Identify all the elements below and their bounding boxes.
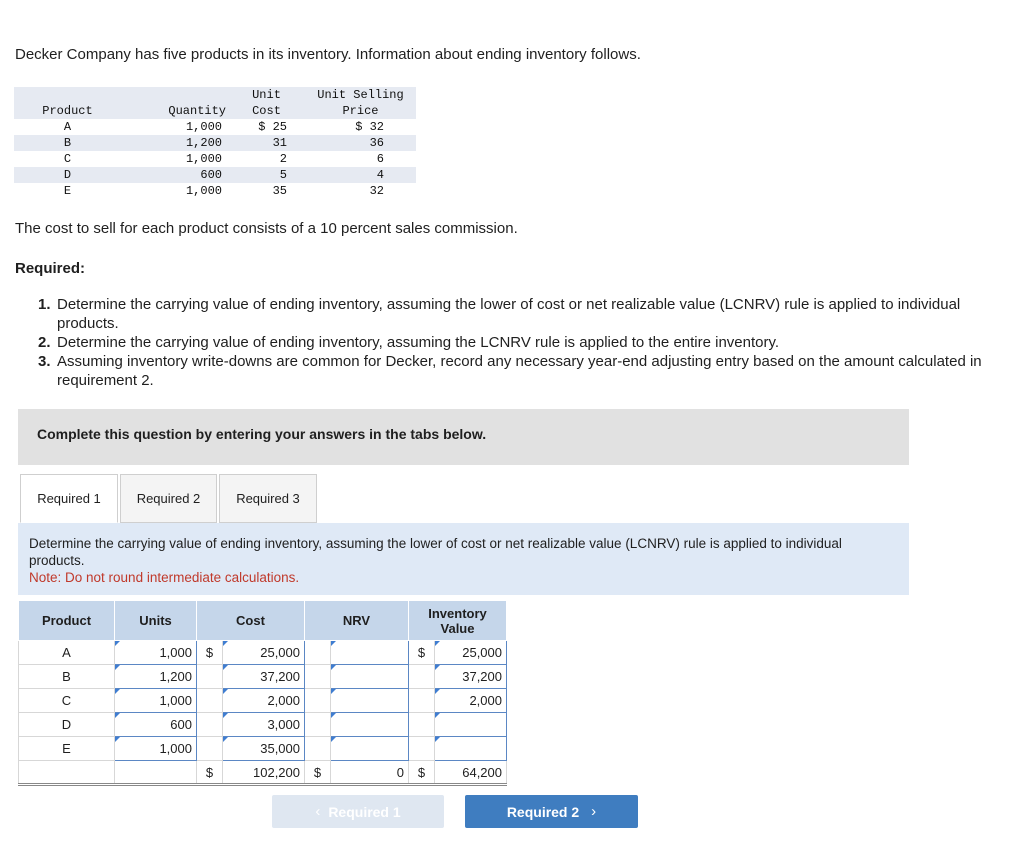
requirement-text: Assuming inventory write-downs are common for Decker, record any necessary year-end adjusting entry based on the amount calculated in requirement 2. — [57, 353, 982, 389]
cell-quantity: 1,200 — [121, 135, 228, 151]
cell-unit-price: 32 — [305, 183, 416, 199]
col-units: Units — [115, 601, 197, 641]
answer-grid — [18, 600, 507, 786]
cell-quantity: 1,000 — [121, 151, 228, 167]
nrv-dollar-sign — [305, 713, 331, 737]
col-unit-cost — [228, 87, 305, 119]
table-row — [19, 737, 507, 761]
col-unit-price-line2: Price — [342, 104, 379, 118]
table-row — [19, 713, 507, 737]
cell-unit-price: 4 — [305, 167, 416, 183]
units-input[interactable]: 1,200 — [115, 665, 197, 689]
col-iv-line2: Value — [440, 620, 475, 636]
inventory-value-input[interactable] — [435, 737, 507, 761]
instruction-panel — [18, 523, 909, 595]
cost-dollar-sign — [197, 713, 223, 737]
cell-unit-price: 6 — [305, 151, 416, 167]
nrv-input[interactable] — [331, 641, 409, 665]
units-input[interactable]: 1,000 — [115, 737, 197, 761]
cell-unit-cost: 2 — [228, 151, 305, 167]
table-row — [19, 665, 507, 689]
cell-unit-cost: $ 25 — [228, 119, 305, 135]
col-inventory-value — [409, 601, 507, 641]
inventory-value-input[interactable]: 2,000 — [435, 689, 507, 713]
total-nrv: 0 — [331, 761, 409, 785]
cost-dollar-sign — [197, 689, 223, 713]
total-inventory-value: 64,200 — [435, 761, 507, 785]
cost-input[interactable]: 37,200 — [223, 665, 305, 689]
requirement-2 — [38, 333, 988, 352]
cell-product: A — [19, 641, 115, 665]
table-row — [14, 135, 416, 151]
col-cost: Cost — [197, 601, 305, 641]
requirement-3 — [38, 352, 988, 390]
cost-dollar-sign — [197, 665, 223, 689]
table-row — [14, 167, 416, 183]
units-input[interactable]: 600 — [115, 713, 197, 737]
nrv-dollar-sign — [305, 665, 331, 689]
cell-quantity: 1,000 — [121, 183, 228, 199]
col-unit-cost-line2: Cost — [252, 104, 281, 118]
cell-product: C — [14, 151, 121, 167]
cell-quantity: 1,000 — [121, 119, 228, 135]
units-input[interactable]: 1,000 — [115, 689, 197, 713]
nrv-input[interactable] — [331, 665, 409, 689]
cost-to-sell-note: The cost to sell for each product consists of a 10 percent sales commission. — [15, 220, 518, 237]
cell-product: D — [19, 713, 115, 737]
iv-dollar-sign — [409, 689, 435, 713]
total-cost-dollar-sign: $ — [197, 761, 223, 785]
answer-header-row — [19, 601, 507, 641]
col-quantity: Quantity — [121, 87, 228, 119]
cost-dollar-sign: $ — [197, 641, 223, 665]
complete-question-banner: Complete this question by entering your answers in the tabs below. — [18, 409, 909, 465]
cell-product: A — [14, 119, 121, 135]
cell-product: C — [19, 689, 115, 713]
col-nrv: NRV — [305, 601, 409, 641]
tab-required-1[interactable]: Required 1 — [20, 474, 118, 523]
total-iv-dollar-sign: $ — [409, 761, 435, 785]
iv-dollar-sign: $ — [409, 641, 435, 665]
requirement-number: 1. — [38, 296, 51, 313]
table-row — [14, 183, 416, 199]
total-nrv-dollar-sign: $ — [305, 761, 331, 785]
nrv-dollar-sign — [305, 689, 331, 713]
chevron-left-icon: ‹ — [315, 803, 321, 820]
previous-button-label: Required 1 — [328, 803, 401, 820]
nrv-input[interactable] — [331, 689, 409, 713]
iv-dollar-sign — [409, 665, 435, 689]
required-heading: Required: — [15, 260, 86, 277]
col-unit-cost-line1: Unit — [252, 88, 281, 102]
requirement-text: Determine the carrying value of ending inventory, assuming the LCNRV rule is applied to the entire inventory. — [57, 334, 780, 351]
cell-product: B — [14, 135, 121, 151]
col-iv-line1: Inventory — [428, 605, 487, 621]
table-row — [14, 119, 416, 135]
col-product: Product — [19, 601, 115, 641]
requirement-1 — [38, 295, 988, 333]
total-cost: 102,200 — [223, 761, 305, 785]
inventory-header-row — [14, 87, 416, 119]
inventory-value-input[interactable]: 25,000 — [435, 641, 507, 665]
nrv-input[interactable] — [331, 737, 409, 761]
requirements-list — [38, 295, 988, 390]
chevron-right-icon: › — [591, 803, 597, 820]
units-input[interactable]: 1,000 — [115, 641, 197, 665]
cell-product: E — [19, 737, 115, 761]
inventory-value-input[interactable]: 37,200 — [435, 665, 507, 689]
next-required-button[interactable] — [465, 795, 638, 828]
cost-input[interactable]: 2,000 — [223, 689, 305, 713]
cost-input[interactable]: 3,000 — [223, 713, 305, 737]
col-unit-selling-price — [305, 87, 416, 119]
table-row — [19, 641, 507, 665]
col-unit-price-line1: Unit Selling — [317, 88, 404, 102]
nrv-input[interactable] — [331, 713, 409, 737]
requirement-number: 2. — [38, 334, 51, 351]
nrv-dollar-sign — [305, 641, 331, 665]
requirement-number: 3. — [38, 353, 51, 370]
instruction-text: Determine the carrying value of ending inventory, assuming the lower of cost or net realizable value (LCNRV) rule is applied to individual products. — [29, 536, 842, 568]
inventory-data-table — [14, 87, 416, 199]
cell-unit-cost: 31 — [228, 135, 305, 151]
iv-dollar-sign — [409, 713, 435, 737]
inventory-value-input[interactable] — [435, 713, 507, 737]
next-button-label: Required 2 — [506, 803, 580, 820]
cell-unit-price: 36 — [305, 135, 416, 151]
previous-required-button[interactable] — [272, 795, 444, 828]
instruction-note: Note: Do not round intermediate calculations. — [29, 570, 300, 585]
total-units-cell — [115, 761, 197, 785]
col-product: Product — [14, 87, 121, 119]
intro-text: Decker Company has five products in its inventory. Information about ending inventory follows. — [15, 46, 641, 63]
cost-input[interactable]: 35,000 — [223, 737, 305, 761]
nrv-dollar-sign — [305, 737, 331, 761]
table-row — [19, 689, 507, 713]
cost-input[interactable]: 25,000 — [223, 641, 305, 665]
requirement-text: Determine the carrying value of ending inventory, assuming the lower of cost or net realizable value (LCNRV) rule is applied to individual products. — [57, 296, 961, 332]
tab-required-2[interactable]: Required 2 — [120, 474, 217, 523]
tab-required-3[interactable]: Required 3 — [219, 474, 317, 523]
cost-dollar-sign — [197, 737, 223, 761]
cell-unit-cost: 35 — [228, 183, 305, 199]
cell-product: D — [14, 167, 121, 183]
table-row — [14, 151, 416, 167]
cell-product: E — [14, 183, 121, 199]
totals-row — [19, 761, 507, 785]
iv-dollar-sign — [409, 737, 435, 761]
cell-quantity: 600 — [121, 167, 228, 183]
cell-product: B — [19, 665, 115, 689]
cell-unit-price: $ 32 — [305, 119, 416, 135]
cell-unit-cost: 5 — [228, 167, 305, 183]
total-label-cell — [19, 761, 115, 785]
